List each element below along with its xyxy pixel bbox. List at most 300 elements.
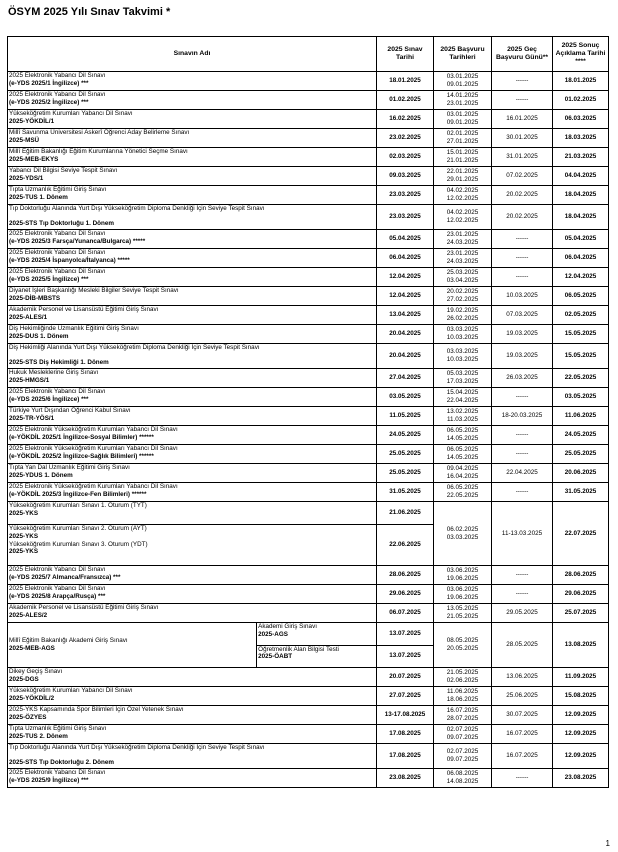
application-end: 14.05.2025 — [446, 435, 479, 442]
exam-code: (e-YDS 2025/5 İngilizce) *** — [9, 275, 89, 283]
exam-name: Diş Hekimliğinde Uzmanlık Eğitimi Giriş Sınavı — [9, 325, 139, 332]
exam-name-cell — [8, 325, 377, 344]
exam-date: 22.06.2025 — [377, 525, 434, 566]
application-dates — [434, 483, 492, 502]
exam-name-cell — [8, 687, 377, 706]
application-end: 14.08.2025 — [446, 778, 479, 785]
result-date: 21.03.2025 — [553, 148, 609, 167]
application-end: 24.03.2025 — [446, 239, 479, 246]
exam-name: Tıp Doktorluğu Alanında Yurt Dışı Yükseköğretim Diploma Denkliği İçin Seviye Tespit Sınavı — [9, 205, 265, 212]
exam-code: 2025-TR-YÖS/1 — [9, 414, 55, 422]
exam-name-cell — [8, 604, 377, 623]
application-start: 21.05.2025 — [446, 669, 479, 677]
result-date: 01.02.2025 — [553, 91, 609, 110]
late-application-date: 10.03.2025 — [492, 287, 553, 306]
exam-code: (e-YDS 2025/4 İspanyolca/İtalyanca) ***** — [9, 256, 130, 264]
late-application-date: ------ — [492, 426, 553, 445]
exam-name: 2025 Elektronik Yükseköğretim Kurumları Yabancı Dil Sınavı — [9, 426, 178, 433]
application-dates — [434, 604, 492, 623]
result-date: 06.04.2025 — [553, 249, 609, 268]
ags-subtable — [8, 623, 376, 667]
exam-name-cell — [8, 129, 377, 148]
exam-name: 2025 Elektronik Yabancı Dil Sınavı — [9, 388, 106, 395]
application-start: 06.05.2025 — [446, 484, 479, 492]
exam-date: 17.08.2025 — [377, 725, 434, 744]
exam-name-cell — [8, 525, 377, 566]
exam-date: 03.05.2025 — [377, 388, 434, 407]
exam-name-cell — [8, 205, 377, 230]
exam-date: 12.04.2025 — [377, 268, 434, 287]
application-dates — [434, 344, 492, 369]
application-end: 20.05.2025 — [446, 645, 479, 652]
application-end: 23.01.2025 — [446, 100, 479, 107]
exam-date: 13.07.2025 — [377, 645, 434, 668]
result-date: 18.01.2025 — [553, 72, 609, 91]
late-application-date: 19.03.2025 — [492, 325, 553, 344]
application-dates — [434, 249, 492, 268]
exam-code: (e-YÖKDİL 2025/1 İngilizce-Sosyal Bilimler) ****** — [9, 433, 154, 441]
exam-date: 24.05.2025 — [377, 426, 434, 445]
application-start: 03.01.2025 — [446, 111, 479, 119]
result-date: 06.05.2025 — [553, 287, 609, 306]
exam-code: 2025-TUS 1. Dönem — [9, 193, 68, 201]
exam-name: Millî Savunma Üniversitesi Askerî Öğrenci Aday Belirleme Sınavı — [9, 129, 190, 136]
application-dates — [434, 91, 492, 110]
result-date: 05.04.2025 — [553, 230, 609, 249]
late-application-date: ------ — [492, 388, 553, 407]
application-dates — [434, 725, 492, 744]
header-application-dates: 2025 Başvuru Tarihleri — [434, 37, 492, 72]
result-date: 11.06.2025 — [553, 407, 609, 426]
application-end: 12.02.2025 — [446, 217, 479, 224]
exam-name: Türkiye Yurt Dışından Öğrenci Kabul Sınavı — [9, 407, 131, 414]
result-date: 24.05.2025 — [553, 426, 609, 445]
application-end: 10.03.2025 — [446, 334, 479, 341]
exam-name-cell — [8, 230, 377, 249]
exam-code: 2025-YKS — [9, 532, 39, 540]
application-dates — [434, 445, 492, 464]
application-start: 09.04.2025 — [446, 465, 479, 473]
page-number: 1 — [605, 839, 610, 848]
exam-date: 20.07.2025 — [377, 668, 434, 687]
exam-code: 2025-STS Tıp Doktorluğu 1. Dönem — [9, 219, 114, 227]
result-date: 25.05.2025 — [553, 445, 609, 464]
exam-name: Tıpta Yan Dal Uzmanlık Eğitimi Giriş Sınavı — [9, 464, 130, 471]
exam-date: 06.07.2025 — [377, 604, 434, 623]
application-dates — [434, 388, 492, 407]
exam-date: 29.06.2025 — [377, 585, 434, 604]
result-date: 13.08.2025 — [553, 623, 609, 668]
application-end: 22.05.2025 — [446, 492, 479, 499]
table-row — [8, 725, 609, 744]
application-dates — [434, 426, 492, 445]
application-start: 23.01.2025 — [446, 231, 479, 239]
application-end: 10.03.2025 — [446, 356, 479, 363]
exam-name-cell — [8, 769, 377, 788]
table-row — [8, 230, 609, 249]
application-dates — [434, 369, 492, 388]
exam-name-cell — [8, 306, 377, 325]
exam-name: Yükseköğretim Kurumları Sınavı 1. Oturum (TYT) — [9, 502, 147, 509]
exam-name-cell — [8, 566, 377, 585]
application-start: 13.02.2025 — [446, 408, 479, 416]
result-date: 15.08.2025 — [553, 687, 609, 706]
application-start: 19.02.2025 — [446, 307, 479, 315]
application-dates — [434, 230, 492, 249]
result-date: 12.09.2025 — [553, 725, 609, 744]
exam-date: 09.03.2025 — [377, 167, 434, 186]
header-result-date: 2025 Sonuç Açıklama Tarihi **** — [553, 37, 609, 72]
result-date: 29.06.2025 — [553, 585, 609, 604]
exam-name: Diş Hekimliği Alanında Yurt Dışı Yükseköğretim Diploma Denkliği İçin Seviye Tespit Sınavı — [9, 344, 260, 351]
late-application-date: 22.04.2025 — [492, 464, 553, 483]
late-application-date: 26.03.2025 — [492, 369, 553, 388]
application-dates — [434, 186, 492, 205]
application-end: 29.01.2025 — [446, 176, 479, 183]
application-dates — [434, 668, 492, 687]
application-start: 04.02.2025 — [446, 209, 479, 217]
exam-name-cell — [8, 744, 377, 769]
late-application-date: ------ — [492, 268, 553, 287]
application-dates — [434, 129, 492, 148]
exam-name: Akademik Personel ve Lisansüstü Eğitimi Giriş Sınavı — [9, 306, 159, 313]
late-application-date: 16.01.2025 — [492, 110, 553, 129]
exam-name-cell — [8, 186, 377, 205]
exam-name: Dikey Geçiş Sınavı — [9, 668, 63, 675]
table-row — [8, 344, 609, 369]
exam-code: (e-YDS 2025/9 İngilizce) *** — [9, 776, 89, 784]
result-date: 31.05.2025 — [553, 483, 609, 502]
exam-code: 2025-STS Tıp Doktorluğu 2. Dönem — [9, 758, 114, 766]
exam-code: 2025-ÖZYES — [9, 713, 47, 721]
late-application-date: 07.03.2025 — [492, 306, 553, 325]
result-date: 15.05.2025 — [553, 344, 609, 369]
exam-date: 20.04.2025 — [377, 344, 434, 369]
exam-code: 2025-ÖABT — [258, 653, 293, 661]
application-end: 17.03.2025 — [446, 378, 479, 385]
application-dates — [434, 706, 492, 725]
exam-code: 2025-YDUS 1. Dönem — [9, 471, 73, 479]
application-end: 12.02.2025 — [446, 195, 479, 202]
exam-code: (e-YDS 2025/3 Farsça/Yunanca/Bulgarca) ***** — [9, 237, 146, 245]
exam-date: 31.05.2025 — [377, 483, 434, 502]
exam-name-cell — [8, 483, 377, 502]
application-start: 03.03.2025 — [446, 348, 479, 356]
exam-name-cell — [8, 148, 377, 167]
exam-name-cell — [8, 464, 377, 483]
application-end: 27.01.2025 — [446, 138, 479, 145]
exam-name-cell — [8, 91, 377, 110]
late-application-date: 19.03.2025 — [492, 344, 553, 369]
application-start: 02.07.2025 — [446, 726, 479, 734]
result-date: 03.05.2025 — [553, 388, 609, 407]
exam-name: Millî Eğitim Bakanlığı Eğitim Kurumlarına Yönetici Seçme Sınavı — [9, 148, 188, 155]
application-dates — [434, 502, 492, 566]
table-row — [8, 604, 609, 623]
exam-code: 2025-TUS 2. Dönem — [9, 732, 68, 740]
exam-name: 2025-YKS Kapsamında Spor Bilimleri İçin Özel Yetenek Sınavı — [9, 706, 184, 713]
exam-code: (e-YDS 2025/7 Almanca/Fransızca) *** — [9, 573, 121, 581]
result-date: 02.05.2025 — [553, 306, 609, 325]
table-row — [8, 585, 609, 604]
application-start: 06.08.2025 — [446, 770, 479, 778]
application-dates — [434, 72, 492, 91]
application-end: 09.01.2025 — [446, 119, 479, 126]
application-start: 03.06.2025 — [446, 586, 479, 594]
exam-name-cell — [8, 344, 377, 369]
application-end: 19.06.2025 — [446, 594, 479, 601]
exam-date: 21.06.2025 — [377, 502, 434, 525]
result-date: 18.03.2025 — [553, 129, 609, 148]
exam-code: 2025-MEB-EKYS — [9, 155, 59, 163]
table-row — [8, 687, 609, 706]
exam-name-cell — [8, 72, 377, 91]
table-row — [8, 91, 609, 110]
exam-code: 2025-ALES/2 — [9, 611, 48, 619]
application-start: 04.02.2025 — [446, 187, 479, 195]
application-end: 03.03.2025 — [446, 533, 479, 541]
exam-code: 2025-DUS 1. Dönem — [9, 332, 69, 340]
table-row — [8, 148, 609, 167]
table-row — [8, 268, 609, 287]
application-end: 14.05.2025 — [446, 454, 479, 461]
exam-date: 23.03.2025 — [377, 205, 434, 230]
application-start: 03.01.2025 — [446, 73, 479, 81]
result-date: 11.09.2025 — [553, 668, 609, 687]
exam-name: Yükseköğretim Kurumları Sınavı 2. Oturum (AYT) — [9, 525, 147, 532]
application-start: 13.05.2025 — [446, 605, 479, 613]
application-start: 08.05.2025 — [446, 637, 479, 645]
exam-code: (e-YDS 2025/6 İngilizce) *** — [9, 395, 89, 403]
application-dates — [434, 148, 492, 167]
application-start: 05.03.2025 — [446, 370, 479, 378]
application-start: 06.05.2025 — [446, 427, 479, 435]
exam-calendar-table — [7, 36, 609, 788]
exam-name: 2025 Elektronik Yabancı Dil Sınavı — [9, 230, 106, 237]
late-application-date: 18-20.03.2025 — [492, 407, 553, 426]
result-date: 22.05.2025 — [553, 369, 609, 388]
table-row — [8, 464, 609, 483]
exam-date: 13.07.2025 — [377, 623, 434, 646]
application-end: 16.04.2025 — [446, 473, 479, 480]
application-end: 24.03.2025 — [446, 258, 479, 265]
exam-name: Yükseköğretim Kurumları Yabancı Dil Sınavı — [9, 687, 133, 694]
exam-name: Hukuk Mesleklerine Giriş Sınavı — [9, 369, 99, 376]
result-date: 12.09.2025 — [553, 744, 609, 769]
exam-name-cell — [8, 388, 377, 407]
application-end: 03.04.2025 — [446, 277, 479, 284]
application-dates — [434, 287, 492, 306]
exam-code: 2025-STS Diş Hekimliği 1. Dönem — [9, 358, 109, 366]
exam-name-cell — [8, 445, 377, 464]
exam-code: (e-YÖKDİL 2025/3 İngilizce-Fen Bilimleri) ****** — [9, 490, 147, 498]
result-date: 22.07.2025 — [553, 502, 609, 566]
exam-name-cell — [8, 623, 377, 668]
result-date: 04.04.2025 — [553, 167, 609, 186]
exam-name-cell — [8, 268, 377, 287]
application-dates — [434, 623, 492, 668]
exam-name: Tıp Doktorluğu Alanında Yurt Dışı Yükseköğretim Diploma Denkliği İçin Seviye Tespit Sınavı — [9, 744, 265, 751]
result-date: 18.04.2025 — [553, 205, 609, 230]
table-row — [8, 72, 609, 91]
exam-date: 25.05.2025 — [377, 464, 434, 483]
exam-name: Millî Eğitim Bakanlığı Akademi Giriş Sınavı — [9, 637, 128, 645]
exam-name-cell — [8, 407, 377, 426]
exam-name-cell — [8, 110, 377, 129]
result-date: 23.08.2025 — [553, 769, 609, 788]
exam-date: 05.04.2025 — [377, 230, 434, 249]
late-application-date: 29.05.2025 — [492, 604, 553, 623]
table-row — [8, 167, 609, 186]
exam-name: Tıpta Uzmanlık Eğitimi Giriş Sınavı — [9, 725, 107, 732]
table-row — [8, 369, 609, 388]
application-dates — [434, 585, 492, 604]
application-dates — [434, 205, 492, 230]
exam-date: 13-17.08.2025 — [377, 706, 434, 725]
application-start: 11.06.2025 — [446, 688, 479, 696]
late-application-date: 11-13.03.2025 — [492, 502, 553, 566]
application-end: 19.06.2025 — [446, 575, 479, 582]
exam-code: 2025-AGS — [258, 630, 288, 638]
exam-code: (e-YDS 2025/1 İngilizce) *** — [9, 79, 89, 87]
exam-code: 2025-YÖKDİL/2 — [9, 694, 55, 702]
exam-code: 2025-YKS — [9, 509, 39, 517]
application-dates — [434, 325, 492, 344]
result-date: 12.09.2025 — [553, 706, 609, 725]
application-dates — [434, 744, 492, 769]
application-dates — [434, 110, 492, 129]
exam-name: Akademi Giriş Sınavı — [258, 623, 317, 630]
ags-sub1-cell — [257, 623, 376, 645]
table-row — [8, 306, 609, 325]
late-application-date: ------ — [492, 91, 553, 110]
exam-name-cell — [8, 249, 377, 268]
application-dates — [434, 167, 492, 186]
late-application-date: ------ — [492, 585, 553, 604]
exam-name: 2025 Elektronik Yabancı Dil Sınavı — [9, 585, 106, 592]
late-application-date: ------ — [492, 230, 553, 249]
exam-date: 18.01.2025 — [377, 72, 434, 91]
exam-date: 27.04.2025 — [377, 369, 434, 388]
application-dates — [434, 687, 492, 706]
application-start: 06.02.2025 — [446, 525, 479, 533]
application-start: 02.01.2025 — [446, 130, 479, 138]
exam-name: Diyanet İşleri Başkanlığı Mesleki Bilgiler Seviye Tespit Sınavı — [9, 287, 179, 294]
table-row — [8, 388, 609, 407]
result-date: 20.06.2025 — [553, 464, 609, 483]
exam-name-cell — [8, 287, 377, 306]
exam-name: Yükseköğretim Kurumları Yabancı Dil Sınavı — [9, 110, 133, 117]
result-date: 18.04.2025 — [553, 186, 609, 205]
exam-name: 2025 Elektronik Yükseköğretim Kurumları Yabancı Dil Sınavı — [9, 445, 178, 452]
exam-date: 23.08.2025 — [377, 769, 434, 788]
exam-date: 28.06.2025 — [377, 566, 434, 585]
late-application-date: 30.01.2025 — [492, 129, 553, 148]
application-end: 27.02.2025 — [446, 296, 479, 303]
header-exam-date: 2025 Sınav Tarihi — [377, 37, 434, 72]
exam-name-cell — [8, 369, 377, 388]
application-start: 25.03.2025 — [446, 269, 479, 277]
exam-date: 17.08.2025 — [377, 744, 434, 769]
table-row — [8, 110, 609, 129]
application-start: 03.06.2025 — [446, 567, 479, 575]
application-end: 09.01.2025 — [446, 81, 479, 88]
table-row — [8, 407, 609, 426]
exam-date: 20.04.2025 — [377, 325, 434, 344]
application-start: 15.01.2025 — [446, 149, 479, 157]
application-end: 02.06.2025 — [446, 677, 479, 684]
exam-date: 12.04.2025 — [377, 287, 434, 306]
result-date: 06.03.2025 — [553, 110, 609, 129]
late-application-date: 20.02.2025 — [492, 186, 553, 205]
exam-name: 2025 Elektronik Yabancı Dil Sınavı — [9, 268, 106, 275]
table-row — [8, 623, 609, 646]
late-application-date: ------ — [492, 445, 553, 464]
table-row — [8, 483, 609, 502]
exam-date: 16.02.2025 — [377, 110, 434, 129]
application-end: 18.06.2025 — [446, 696, 479, 703]
table-header-row — [8, 37, 609, 72]
application-start: 23.01.2025 — [446, 250, 479, 258]
exam-code: 2025-YKS — [9, 548, 39, 556]
application-start: 15.04.2025 — [446, 389, 479, 397]
application-dates — [434, 566, 492, 585]
exam-code: 2025-MSÜ — [9, 136, 40, 144]
exam-code: 2025-DGS — [9, 675, 39, 683]
application-start: 16.07.2025 — [446, 707, 479, 715]
exam-date: 11.05.2025 — [377, 407, 434, 426]
exam-name: Yükseköğretim Kurumları Sınavı 3. Oturum (YDT) — [9, 540, 148, 548]
exam-name: 2025 Elektronik Yabancı Dil Sınavı — [9, 566, 106, 573]
exam-name-cell — [8, 668, 377, 687]
late-application-date: 20.02.2025 — [492, 205, 553, 230]
application-end: 11.03.2025 — [446, 416, 479, 423]
late-application-date: ------ — [492, 769, 553, 788]
table-row — [8, 205, 609, 230]
application-dates — [434, 464, 492, 483]
exam-name-cell — [8, 167, 377, 186]
table-row — [8, 668, 609, 687]
exam-name-cell — [8, 706, 377, 725]
application-dates — [434, 769, 492, 788]
exam-date: 01.02.2025 — [377, 91, 434, 110]
exam-date: 02.03.2025 — [377, 148, 434, 167]
application-start: 06.05.2025 — [446, 446, 479, 454]
late-application-date: 31.01.2025 — [492, 148, 553, 167]
table-row — [8, 566, 609, 585]
exam-name: 2025 Elektronik Yükseköğretim Kurumları Yabancı Dil Sınavı — [9, 483, 178, 490]
application-end: 21.05.2025 — [446, 613, 479, 620]
application-end: 09.07.2025 — [446, 734, 479, 741]
table-row — [8, 249, 609, 268]
exam-date: 23.03.2025 — [377, 186, 434, 205]
exam-name: 2025 Elektronik Yabancı Dil Sınavı — [9, 769, 106, 776]
result-date: 28.06.2025 — [553, 566, 609, 585]
exam-name-cell — [8, 502, 377, 525]
table-row — [8, 769, 609, 788]
application-end: 09.07.2025 — [446, 756, 479, 763]
table-row — [8, 502, 609, 525]
table-row — [8, 186, 609, 205]
application-start: 03.03.2025 — [446, 326, 479, 334]
exam-code: (e-YDS 2025/2 İngilizce) *** — [9, 98, 89, 106]
exam-name: 2025 Elektronik Yabancı Dil Sınavı — [9, 72, 106, 79]
exam-code: 2025-YÖKDİL/1 — [9, 117, 55, 125]
exam-name-cell — [8, 725, 377, 744]
late-application-date: ------ — [492, 249, 553, 268]
page-title: ÖSYM 2025 Yılı Sınav Takvimi * — [8, 6, 171, 18]
table-row — [8, 744, 609, 769]
